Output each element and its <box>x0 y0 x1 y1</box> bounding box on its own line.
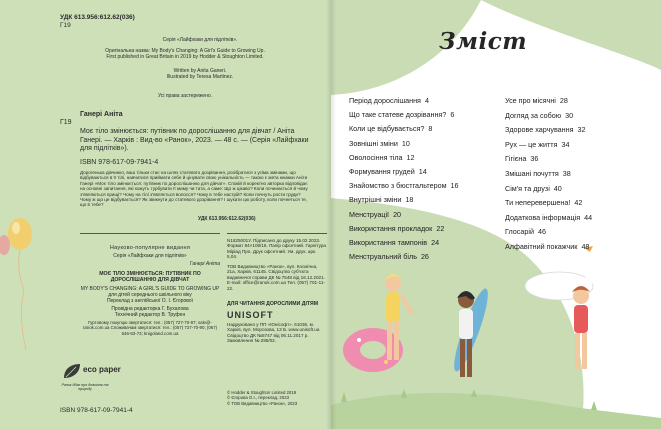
toc-entry-page: 24 <box>431 238 440 247</box>
toc-entry[interactable] <box>349 125 432 133</box>
toc-entry-page: 48 <box>581 242 590 251</box>
toc-entry[interactable] <box>349 154 415 162</box>
toc-entry-title: Оволосіння тіла <box>349 152 403 162</box>
toc-entry-title: Що таке статеве дозрівання? <box>349 110 447 120</box>
toc-entry[interactable] <box>505 97 568 105</box>
toc-entry[interactable] <box>505 243 589 251</box>
toc-entry-title: Змішані почуття <box>505 169 559 178</box>
toc-entry-title: Здорове харчування <box>505 125 574 135</box>
toc-entry[interactable] <box>349 168 427 176</box>
toc-entry-page: 32 <box>577 125 586 135</box>
toc-entry[interactable] <box>505 185 562 193</box>
publication-title: МОЄ ТІЛО ЗМІНЮЄТЬСЯ: ПУТІВНИК ПО ДОРОСЛІШАННЮ ДЛЯ ДІВЧАТ <box>99 271 201 283</box>
audience: для дітей середнього шкільного віку <box>108 292 192 298</box>
publisher-info: ТОВ Видавництво «Ранок», вул. Космічна, 21а, Харків, 61145. Свідоцтво суб'єкта видавничої справи ДК № 7548 від 16.12.2021. E-mail: office@ranok.com.ua Тел. (057) 701-11-22. <box>227 264 325 291</box>
toc-entry-page: 46 <box>537 227 546 237</box>
toc-entry[interactable] <box>505 170 571 178</box>
toc-entry[interactable] <box>349 196 413 204</box>
toc-entry-title: Алфавітний покажчик <box>505 242 578 251</box>
eco-leaf-icon <box>60 362 121 382</box>
toc-entry-page: 36 <box>530 154 539 164</box>
toc-entry[interactable] <box>505 126 586 134</box>
original-line-1: Оригінальна назва: My Body's Changing: A Girl's Guide to Growing Up. <box>105 48 265 54</box>
toc-entry-title: Знайомство з бюстгальтером <box>349 181 447 191</box>
copyrights <box>227 390 327 406</box>
toc-entry-page: 16 <box>450 181 459 191</box>
toc-entry-title: Менструальний біль <box>349 252 417 262</box>
toc-entry-title: Глосарій <box>505 227 534 237</box>
toc-entry-title: Менструації <box>349 209 390 219</box>
annotation: Дорогенька дівчинко, ваш тільки стає на шлях статевого дозрівання, розібратися з усіма змінами, що відбуваються в її тілі, навчитися приймати себе й цінувати свою унікальність — такою є мета книжки Аніти Ганері «Моє тіло змінюється: путівник по дорослішанню для дівчат». Спокій й коректно авторка відповідає на основні запитання, які кожуть турбувати її маму чи тата, а саме: Що ж цікаво? Коли починається й чому з'являються прищі? Чому на тілі з'являється волосся? Чому в тебе настрій? Коли почнуть рости груди? Чому ж що це відбувається? Як звикнути до статевого дозрівання? І шукати цю роботу, коли почнеться те, що в тебе? <box>80 170 308 208</box>
toc-entry[interactable] <box>505 228 546 236</box>
toc-entry[interactable] <box>349 182 459 190</box>
copyright-1: © Hodder & Stoughton Limited 2019 <box>227 390 297 395</box>
toc-entry-title: Період дорослішання <box>349 96 421 105</box>
toc-entry-title: Сім'я та друзі <box>505 183 550 193</box>
eco-logo-text: eco paper <box>83 365 121 374</box>
eco-caption: Ранок дбає про довкілля та природу <box>61 383 109 391</box>
page-title: Зміст <box>439 28 528 55</box>
classification-code: Г19 <box>60 22 71 29</box>
toc-entry-title: Використання прокладок <box>349 223 433 233</box>
toc-entry-page: 20 <box>393 209 402 219</box>
toc-entry[interactable] <box>349 253 429 261</box>
toc-entry-page: 44 <box>584 212 593 222</box>
toc-entry[interactable] <box>505 112 573 120</box>
translator: Переклад з англійської О. І. Єгорової <box>106 298 194 304</box>
toc-entry-title: Догляд за собою <box>505 110 562 120</box>
toc-entry[interactable] <box>505 155 538 163</box>
toc-entry-title: Внутрішні зміни <box>349 195 402 205</box>
toc-entry-title: Ти неперевершена! <box>505 198 571 208</box>
toc-entry-page: 8 <box>428 124 433 134</box>
series-line-2: Серія «Лайфхаки для підлітків» <box>113 253 187 259</box>
author-heading: Ганері Аніта <box>80 111 123 118</box>
printer-logo: UNISOFT <box>227 310 274 320</box>
udk-code-bottom: УДК 613.956:612.62(036) <box>198 216 256 222</box>
original-title-block <box>80 286 220 304</box>
illustrated-by: Illustrated by Teresa Martinez. <box>166 74 234 80</box>
book-gutter <box>326 0 336 429</box>
staff <box>80 306 220 318</box>
toc-entry[interactable] <box>349 97 429 105</box>
toc-entry-page: 34 <box>561 139 570 149</box>
toc-entry-page: 30 <box>565 110 574 120</box>
credits <box>135 68 265 80</box>
author-italic: Ганері Аніта <box>189 261 220 267</box>
series-line: Серія «Лайфхаки для підлітків». <box>162 37 238 43</box>
toc-entry[interactable] <box>349 140 410 148</box>
staff-2: Технічний редактор В. Труфен <box>114 312 186 318</box>
toc-entry-page: 22 <box>436 223 445 233</box>
toc-entry-page: 14 <box>418 167 427 176</box>
toc-entry[interactable] <box>349 211 401 219</box>
udk-code: УДК 613.956:612.62(036) <box>60 14 135 21</box>
staff-1: Провідна редакторка Г. Бухалова <box>111 306 189 312</box>
toc-entry-page: 42 <box>574 198 583 208</box>
toc-entry[interactable] <box>505 214 592 222</box>
toc-entry[interactable] <box>349 225 444 233</box>
reading-note: ДЛЯ ЧИТАННЯ ДОРОСЛИМИ ДІТЯМ <box>227 301 319 307</box>
toc-entry-page: 10 <box>401 138 410 148</box>
toc-entry[interactable] <box>349 111 454 119</box>
toc-entry-title: Зовнішні зміни <box>349 138 398 148</box>
divider <box>80 233 220 234</box>
toc-entry-page: 18 <box>405 195 414 205</box>
toc-entry-title: Рух — це життя <box>505 139 558 149</box>
copyright-2: © Єгорова О.І., переклад, 2023 <box>227 395 289 401</box>
toc-entry[interactable] <box>505 199 582 207</box>
toc-entry-page: 26 <box>420 252 429 262</box>
title-block-text: Моє тіло змінюється: путівник по дорослішанню для дівчат / Аніта Ганері. — Харків : Вид-во «Ранок», 2023. — 48 с. — (Серія «Лайфхаки для підлітків»). <box>80 128 309 152</box>
toc-entry[interactable] <box>505 141 570 149</box>
bibliographic-description <box>80 128 312 154</box>
original-title <box>60 48 310 60</box>
toc-entry-title: Коли це відбувається? <box>349 124 425 134</box>
toc-entry-title: Додаткова інформація <box>505 212 581 222</box>
toc-entry-title: Формування грудей <box>349 167 415 176</box>
toc-entry-page: 38 <box>562 169 571 178</box>
print-info: N1625001У. Підписано до друку 15.02.2023. Формат 84×108/16. Папір офсетний. Гарнітура Міріад Про. Друк офсетний. Ум. друк. арк. 5,04. <box>227 238 326 260</box>
classification-code-mid: Г19 <box>60 119 72 126</box>
original-title-2: MY BODY'S CHANGING: A GIRL'S GUIDE TO GROWING UP <box>80 286 220 292</box>
toc-entry-title: Гігієна <box>505 154 527 164</box>
toc-entry-page: 6 <box>450 110 455 120</box>
toc-entry-page: 12 <box>406 152 415 162</box>
printer-info: Надруковано у ПП «Юнісофт». 61036, м. Харків, вул. Морозова, 13 Б. www.unisoft.ua Свідоцтво ДК №5747 від 06.11.2017 р. Замовлення № 295/02. <box>227 322 320 344</box>
toc-entry-page: 40 <box>553 183 562 193</box>
genre-label: Науково-популярне видання <box>109 245 191 251</box>
isbn-bottom: ISBN 978-617-09-7941-4 <box>60 407 133 414</box>
toc-entry[interactable] <box>349 239 439 247</box>
toc-entry-page: 4 <box>424 96 429 105</box>
contacts: Гуртовому покупцю звертатися: тел.: (057) 727-70-97; sale@-ranok.com.ua Споживачам звертатися: тел.: (057) 727-70-90; (067) 546-53-73; knigoland.com.ua <box>82 320 218 336</box>
toc-entry-page: 28 <box>559 96 568 105</box>
written-by: Written by Anita Ganeri. <box>173 68 227 74</box>
original-line-2: First published in Great Britain in 2019 by Hodder & Stoughton Limited. <box>106 54 264 60</box>
toc-entry-title: Використання тампонів <box>349 238 428 247</box>
rights-reserved: Усі права застережено. <box>157 93 213 99</box>
toc-entry-title: Усе про місячні <box>505 96 556 105</box>
copyright-3: © ТОВ Видавництво «Ранок», 2023 <box>227 400 298 406</box>
girl-illustration <box>448 286 493 377</box>
isbn-mid: ISBN 978-617-09-7941-4 <box>80 159 159 166</box>
divider <box>227 233 327 234</box>
